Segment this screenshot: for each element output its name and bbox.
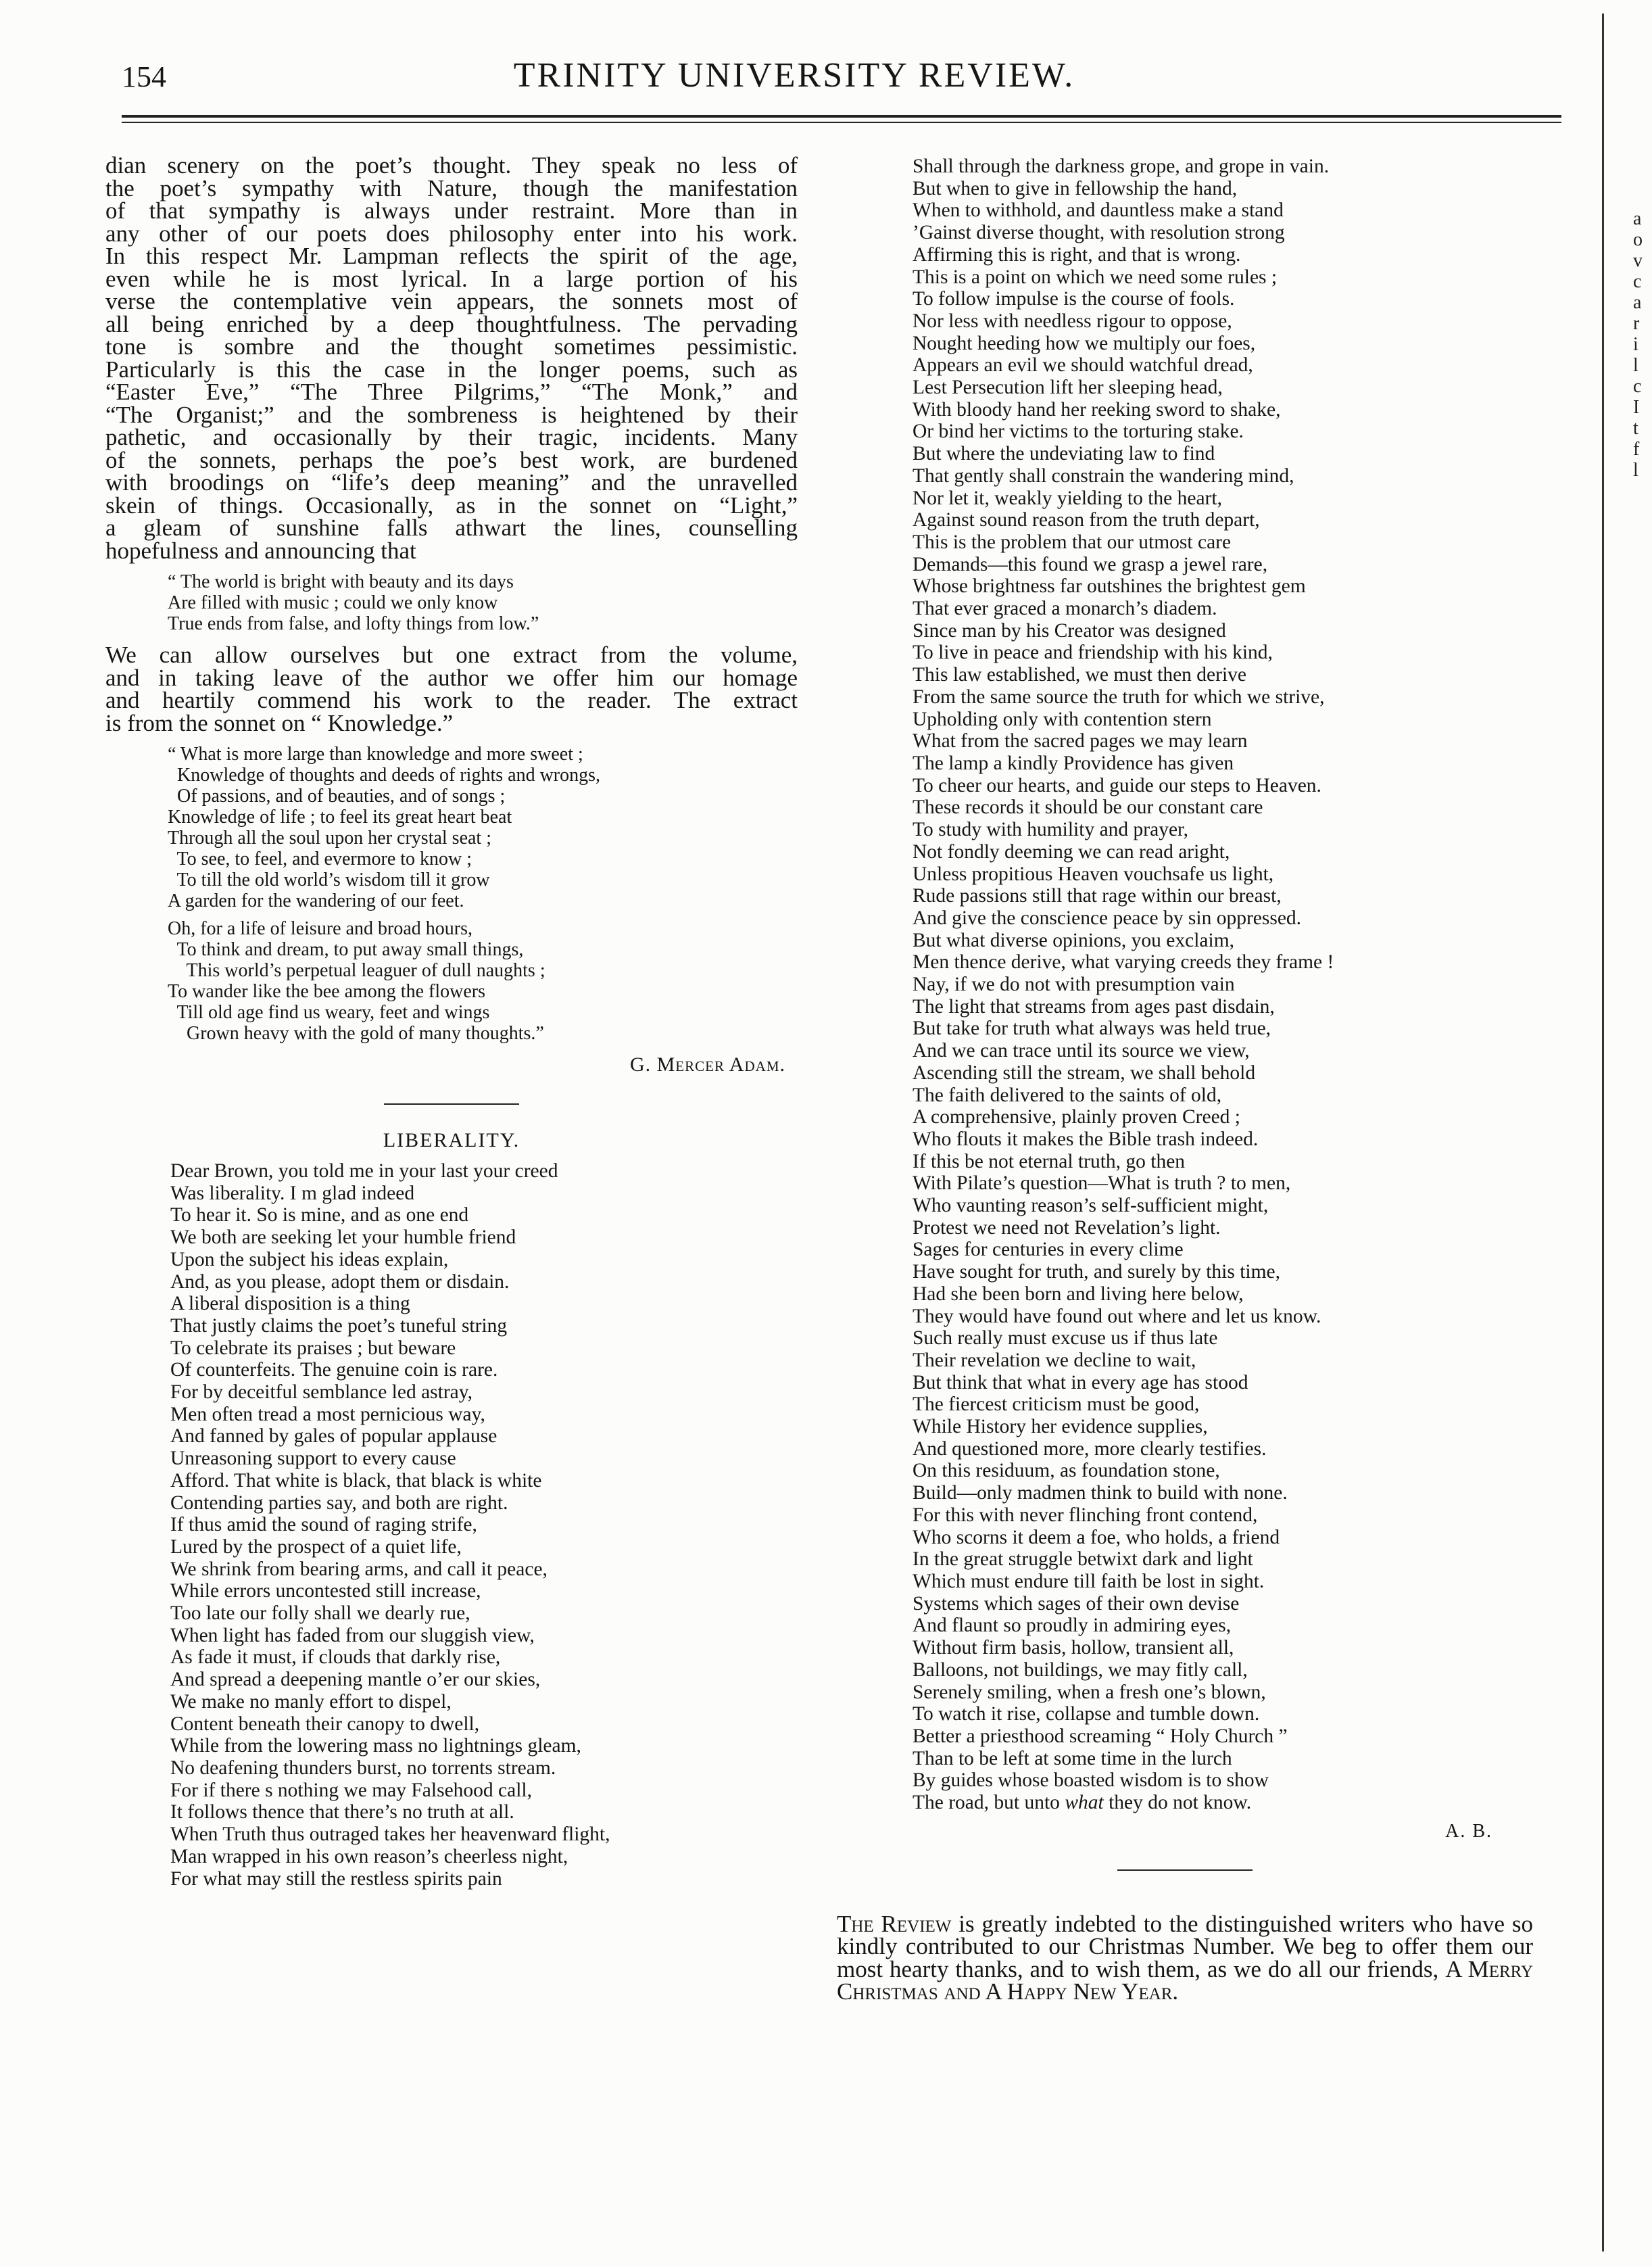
- poem-line: Lured by the prospect of a quiet life,: [170, 1535, 462, 1558]
- poem-line: But what diverse opinions, you exclaim,: [913, 929, 1235, 951]
- knowledge-sonnet-octave: [168, 744, 798, 911]
- poem-line: On this residuum, as foundation stone,: [913, 1460, 1220, 1482]
- journal-title: TRINITY UNIVERSITY REVIEW.: [513, 56, 1075, 95]
- poem-line: Better a priesthood screaming “ Holy Church ”: [913, 1725, 1288, 1747]
- poem-line: This is a point on which we need some rules ;: [913, 266, 1278, 288]
- poem-line: Since man by his Creator was designed: [913, 619, 1226, 642]
- poem-line: The light that streams from ages past disdain,: [913, 995, 1275, 1018]
- poem-line: From the same source the truth for which we strive,: [913, 686, 1325, 708]
- text-line: pathetic, and occasionally by their tragic, incidents. Many: [105, 424, 798, 450]
- poem-line: What from the sacred pages we may learn: [913, 730, 1248, 753]
- poem-line: Shall through the darkness grope, and grope in vain.: [913, 156, 1330, 177]
- edge-letter: i: [1633, 334, 1638, 355]
- text-line: the poet’s sympathy with Nature, though the manifestation: [105, 174, 798, 201]
- poem-line: Rude passions still that rage within our breast,: [913, 885, 1282, 907]
- poem-line: For what may still the restless spirits pain: [170, 1867, 502, 1890]
- quote-line: To think and dream, to put away small things,: [168, 939, 524, 960]
- poem-line: No deafening thunders burst, no torrents stream.: [170, 1757, 556, 1779]
- poem-line: Content beneath their canopy to dwell,: [170, 1713, 480, 1735]
- quote-line: Are filled with music ; could we only know: [168, 592, 498, 613]
- poem-line: For this with never flinching front contend,: [913, 1504, 1258, 1526]
- review-text-continued: [105, 644, 798, 734]
- poem-line: In the great struggle betwixt dark and light: [913, 1548, 1253, 1571]
- edge-letter: l: [1633, 460, 1638, 481]
- poem-line: That gently shall constrain the wandering mind,: [913, 464, 1294, 487]
- poem-line: And give the conscience peace by sin oppressed.: [913, 907, 1302, 929]
- edge-letter: v: [1633, 250, 1643, 271]
- quote-line: Knowledge of thoughts and deeds of rights and wrongs,: [168, 765, 601, 786]
- poem-line: To follow impulse is the course of fools.: [913, 288, 1235, 310]
- poem-line: Appears an evil we should watchful dread,: [913, 354, 1253, 377]
- text-line: is from the sonnet on “ Knowledge.”: [105, 709, 454, 736]
- poem-line: Nought heeding how we multiply our foes,: [913, 332, 1256, 354]
- edge-letter: o: [1633, 229, 1643, 250]
- poem-line: Lest Persecution lift her sleeping head,: [913, 377, 1223, 399]
- poem-line: And spread a deepening mantle o’er our skies,: [170, 1669, 541, 1691]
- poem-line: Who vaunting reason’s self-sufficient might,: [913, 1195, 1269, 1217]
- poem-line: To celebrate its praises ; but beware: [170, 1337, 456, 1359]
- poem-line: A comprehensive, plainly proven Creed ;: [913, 1106, 1240, 1128]
- text-line: all being enriched by a deep thoughtfulness. The pervading: [105, 310, 798, 337]
- text-line: tone is sombre and the thought sometimes pessimistic.: [105, 333, 798, 360]
- text-line: even while he is most lyrical. In a large portion of his: [105, 265, 798, 292]
- quote-line: True ends from false, and lofty things from low.”: [168, 613, 539, 634]
- poem-line: With Pilate’s question—What is truth ? to men,: [913, 1172, 1291, 1195]
- poem-line: They would have found out where and let us know.: [913, 1305, 1321, 1327]
- quote-line: Grown heavy with the gold of many thoughts.”: [168, 1023, 544, 1044]
- quote-line: “ The world is bright with beauty and its days: [168, 571, 514, 592]
- poem-line: Nor let it, weakly yielding to the heart,: [913, 487, 1222, 509]
- poem-line: Nay, if we do not with presumption vain: [913, 974, 1235, 996]
- poem-line: By guides whose boasted wisdom is to show: [913, 1769, 1269, 1792]
- section-divider: [384, 1103, 519, 1105]
- poem-last-line: The road, but unto what they do not know.: [913, 1792, 1252, 1814]
- page-number: 154: [122, 60, 166, 93]
- poem-line: Their revelation we decline to wait,: [913, 1349, 1196, 1371]
- poem-line: But when to give in fellowship the hand,: [913, 177, 1238, 199]
- text-line: of that sympathy is always under restraint. More than in: [105, 197, 798, 224]
- page-fold-line: [1602, 14, 1604, 2251]
- poem-title: LIBERALITY.: [383, 1129, 520, 1151]
- poem-line: Sages for centuries in every clime: [913, 1239, 1184, 1261]
- edge-letter: c: [1633, 376, 1642, 397]
- quote-line: To see, to feel, and evermore to know ;: [168, 849, 472, 869]
- poem-line: For by deceitful semblance led astray,: [170, 1381, 472, 1404]
- poem-line: To study with humility and prayer,: [913, 819, 1189, 841]
- poem-line: And flaunt so proudly in admiring eyes,: [913, 1615, 1232, 1637]
- adjacent-page-fragment: [1633, 208, 1643, 481]
- quote-line: Through all the soul upon her crystal seat ;: [168, 828, 491, 849]
- text-line: and in taking leave of the author we offer him our homage: [105, 664, 798, 691]
- poem-line: While History her evidence supplies,: [913, 1416, 1208, 1438]
- poem-line: Who flouts it makes the Bible trash indeed.: [913, 1128, 1259, 1150]
- text-line: dian scenery on the poet’s thought. They speak no less of: [105, 152, 798, 178]
- text-line: Particularly is this the case in the longer poems, such as: [105, 356, 798, 383]
- poem-line: We both are seeking let your humble friend: [170, 1226, 516, 1249]
- poem-line: While from the lowering mass no lightnings gleam,: [170, 1735, 581, 1757]
- signature: G. Mercer Adam.: [629, 1053, 785, 1076]
- knowledge-sonnet-sestet: [168, 918, 798, 1044]
- poem-line: The lamp a kindly Providence has given: [913, 752, 1234, 774]
- section-divider: [1117, 1869, 1253, 1871]
- poem-line: For if there s nothing we may Falsehood call,: [170, 1779, 532, 1801]
- poem-line: Whose brightness far outshines the brightest gem: [913, 575, 1306, 598]
- poem-line: To live in peace and friendship with his kind,: [913, 642, 1273, 664]
- text-line: any other of our poets does philosophy enter into his work.: [105, 220, 798, 247]
- poem-line: Affirming this is right, and that is wrong.: [913, 243, 1241, 266]
- poem-line: But think that what in every age has stood: [913, 1371, 1248, 1393]
- page-header: [122, 53, 1467, 107]
- editorial-note: The Review is greatly indebted to the distinguished writers who have so kindly contributed to our Christmas Number. We beg to offer them our most hearty thanks, and to wish them, as we do all our friends, A Merry Christmas and A Happy New Year.: [837, 1910, 1534, 2005]
- text-line: with broodings on “life’s deep meaning” and the unravelled: [105, 469, 798, 496]
- text-line: a gleam of sunshine falls athwart the lines, counselling: [105, 515, 798, 541]
- edge-letter: c: [1633, 271, 1642, 292]
- poem-line: Which must endure till faith be lost in sight.: [913, 1571, 1265, 1592]
- poem-line: These records it should be our constant care: [913, 796, 1263, 819]
- header-rule-thin: [122, 122, 1561, 123]
- quote-line: “ What is more large than knowledge and more sweet ;: [168, 744, 583, 765]
- poem-line: Had she been born and living here below,: [913, 1283, 1244, 1305]
- edge-letter: r: [1633, 313, 1640, 334]
- poem-line: The faith delivered to the saints of old,: [913, 1084, 1222, 1106]
- poem-line: Have sought for truth, and surely by this time,: [913, 1261, 1281, 1283]
- poem-line: To watch it rise, collapse and tumble down.: [913, 1703, 1260, 1725]
- poem-line: Of counterfeits. The genuine coin is rare.: [170, 1359, 498, 1381]
- poem-line: As fade it must, if clouds that darkly rise,: [170, 1646, 501, 1669]
- poem-line: And questioned more, more clearly testifies.: [913, 1437, 1267, 1460]
- right-column: [837, 156, 1533, 2003]
- poem-line: Upholding only with contention stern: [913, 708, 1212, 730]
- text-line: “The Organist;” and the sombreness is heightened by their: [105, 401, 798, 428]
- edge-letter: f: [1633, 439, 1640, 460]
- poem-line: A liberal disposition is a thing: [170, 1293, 410, 1315]
- poem-line: Protest we need not Revelation’s light.: [913, 1216, 1221, 1239]
- poem-line: Systems which sages of their own devise: [913, 1592, 1240, 1615]
- poem-line: But take for truth what always was held true,: [913, 1018, 1271, 1040]
- poem-line: Against sound reason from the truth depart,: [913, 509, 1260, 531]
- poem-line: We shrink from bearing arms, and call it peace,: [170, 1558, 548, 1580]
- review-text: [105, 154, 798, 562]
- poem-line: When to withhold, and dauntless make a stand: [913, 199, 1284, 222]
- poem-line: We make no manly effort to dispel,: [170, 1690, 452, 1713]
- poem-line: Afford. That white is black, that black is white: [170, 1469, 542, 1492]
- poem-line: And we can trace until its source we view,: [913, 1040, 1250, 1062]
- poem-line: Serenely smiling, when a fresh one’s blown,: [913, 1681, 1266, 1703]
- poem-line: Who scorns it deem a foe, who holds, a friend: [913, 1526, 1280, 1548]
- poem-line: ’Gainst diverse thought, with resolution strong: [913, 222, 1285, 244]
- edge-letter: a: [1633, 292, 1642, 313]
- text-line: In this respect Mr. Lampman reflects the spirit of the age,: [105, 243, 798, 269]
- quote-line: Till old age find us weary, feet and wings: [168, 1002, 490, 1023]
- poem-line: Without firm basis, hollow, transient all,: [913, 1637, 1234, 1659]
- quote-line: Knowledge of life ; to feel its great heart beat: [168, 807, 512, 828]
- header-rule: [122, 115, 1561, 118]
- poem-line: Dear Brown, you told me in your last your creed: [170, 1160, 558, 1182]
- poem-line: This law established, we must then derive: [913, 664, 1247, 686]
- quote-line: To till the old world’s wisdom till it grow: [168, 869, 490, 890]
- poem-line: Men thence derive, what varying creeds they frame !: [913, 951, 1334, 974]
- poem-line: Men often tread a most pernicious way,: [170, 1403, 485, 1425]
- edge-letter: a: [1633, 208, 1642, 229]
- poem-line: Man wrapped in his own reason’s cheerless night,: [170, 1845, 568, 1867]
- poem-line: It follows thence that there’s no truth at all.: [170, 1801, 514, 1823]
- text-line: verse the contemplative vein appears, the sonnets most of: [105, 288, 798, 314]
- poem-line: Demands—this found we grasp a jewel rare,: [913, 553, 1268, 575]
- poem-line: If thus amid the sound of raging strife,: [170, 1514, 477, 1536]
- text-line: of the sonnets, perhaps the poe’s best work, are burdened: [105, 446, 798, 473]
- poem-line: Ascending still the stream, we shall behold: [913, 1061, 1256, 1084]
- edge-letter: I: [1633, 397, 1640, 418]
- poem-line: Unless propitious Heaven vouchsafe us light,: [913, 863, 1274, 885]
- quote-line: Of passions, and of beauties, and of songs ;: [168, 786, 506, 807]
- poem-line: To hear it. So is mine, and as one end: [170, 1204, 469, 1226]
- poem-line: Was liberality. I m glad indeed: [170, 1182, 415, 1204]
- poem-line: To cheer our hearts, and guide our steps to Heaven.: [913, 774, 1321, 796]
- quote-line: A garden for the wandering of our feet.: [168, 890, 464, 911]
- text-line: “Easter Eve,” “The Three Pilgrims,” “The Monk,” and: [105, 379, 798, 405]
- text-line: and heartily commend his work to the reader. The extract: [105, 687, 798, 713]
- light-sonnet-quote: [168, 571, 798, 634]
- poem-line: Upon the subject his ideas explain,: [170, 1248, 449, 1270]
- text-line: We can allow ourselves but one extract from the volume,: [105, 642, 798, 668]
- author-initials: A. B.: [1445, 1820, 1492, 1842]
- left-column: [105, 154, 798, 1890]
- poem-line: Not fondly deeming we can read aright,: [913, 840, 1230, 863]
- liberality-poem-continued: [913, 156, 1533, 1792]
- text-line: skein of things. Occasionally, as in the sonnet on “Light,”: [105, 492, 798, 519]
- poem-line: And, as you please, adopt them or disdain.: [170, 1270, 510, 1293]
- poem-line: Build—only madmen think to build with none.: [913, 1482, 1288, 1504]
- poem-line: That ever graced a monarch’s diadem.: [913, 598, 1217, 620]
- quote-line: This world’s perpetual leaguer of dull naughts ;: [168, 960, 545, 981]
- poem-line: That justly claims the poet’s tuneful string: [170, 1314, 508, 1337]
- poem-line: Or bind her victims to the torturing stake.: [913, 421, 1244, 443]
- poem-line: Contending parties say, and both are right.: [170, 1492, 508, 1514]
- edge-letter: t: [1633, 418, 1638, 439]
- poem-line: While errors uncontested still increase,: [170, 1580, 481, 1602]
- poem-line: And fanned by gales of popular applause: [170, 1425, 497, 1448]
- poem-line: Too late our folly shall we dearly rue,: [170, 1602, 470, 1625]
- poem-line: Such really must excuse us if thus late: [913, 1327, 1218, 1350]
- poem-line: Nor less with needless rigour to oppose,: [913, 310, 1232, 332]
- poem-line: Unreasoning support to every cause: [170, 1448, 456, 1470]
- poem-line: The fiercest criticism must be good,: [913, 1393, 1200, 1416]
- poem-line: This is the problem that our utmost care: [913, 531, 1232, 553]
- quote-line: Oh, for a life of leisure and broad hours,: [168, 918, 472, 939]
- poem-line: Than to be left at some time in the lurch: [913, 1747, 1232, 1769]
- poem-line: But where the undeviating law to find: [913, 443, 1215, 465]
- poem-line: With bloody hand her reeking sword to shake,: [913, 398, 1281, 421]
- liberality-poem: [170, 1160, 798, 1890]
- quote-line: To wander like the bee among the flowers: [168, 981, 485, 1002]
- text-line: hopefulness and announcing that: [105, 537, 416, 564]
- poem-line: If this be not eternal truth, go then: [913, 1150, 1186, 1172]
- edge-letter: l: [1633, 355, 1638, 376]
- poem-line: When Truth thus outraged takes her heavenward flight,: [170, 1823, 610, 1846]
- poem-line: Balloons, not buildings, we may fitly call,: [913, 1659, 1248, 1681]
- adjacent-page-edge: [1591, 0, 1652, 2267]
- poem-line: When light has faded from our sluggish view,: [170, 1624, 535, 1646]
